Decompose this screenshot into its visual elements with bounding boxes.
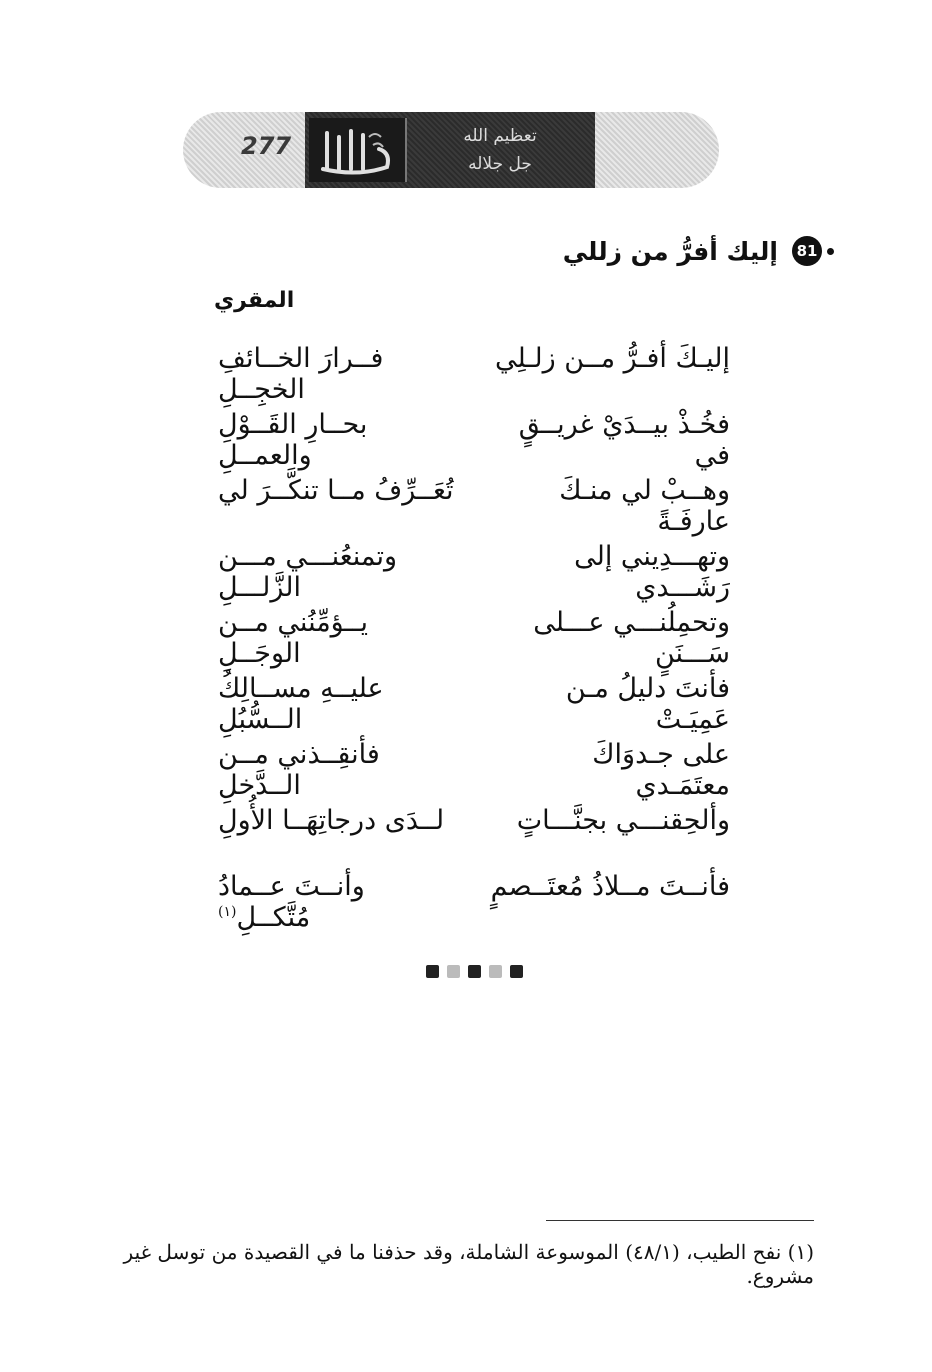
verse-first-hemistich: فأنتَ دليلُ مـن عَمِيَـتْ xyxy=(565,673,730,735)
poet-name: المقري xyxy=(214,288,295,313)
verse-first-hemistich: فأنــتَ مــلاذُ مُعتَــصمٍ xyxy=(490,871,730,902)
verse-second-hemistich: لــدَى درجاتِهَــا الأُولِ xyxy=(218,805,445,836)
verse-first-hemistich: فخُـذْ بيــدَيْ غريــقٍ في xyxy=(518,409,730,471)
section-title: إليك أفرُّ من زللي xyxy=(562,236,778,266)
verse xyxy=(200,335,730,405)
verse xyxy=(200,665,730,735)
section-number-badge: 81 xyxy=(792,236,822,266)
verse-second-hemistich-text: وأنــتَ عــمادُ مُتَّكــلِ xyxy=(218,871,365,933)
verse-second-hemistich: بحــارِ القَــوْلِ والعمــلِ xyxy=(218,409,368,471)
verse-second-hemistich: وتمنعُنـــي مـــن الزَّلـــلِ xyxy=(218,541,398,603)
verse-first-hemistich: على جـدوَاكَ معتَمَـدي xyxy=(592,739,730,801)
verse-first-hemistich: إليـكَ أفـرُّ مــن زلـلِي xyxy=(495,343,730,374)
separator-square-icon xyxy=(426,965,439,978)
verse-second-hemistich: فأنقِــذني مــن الــدَّخلِ xyxy=(218,739,380,801)
separator-square-icon xyxy=(489,965,502,978)
separator-square-icon xyxy=(468,965,481,978)
verse xyxy=(200,533,730,603)
verse-first-hemistich: وهــبْ لي منـكَ عارفَـةً xyxy=(559,475,730,537)
banner-title xyxy=(415,122,585,178)
section-separator xyxy=(426,965,523,978)
allah-calligraphy-icon xyxy=(309,118,407,182)
page-number: 277 xyxy=(241,132,292,160)
verse xyxy=(200,797,730,863)
verse-first-hemistich: وتحمِلُنـــي عـــلى سَـــنَنٍ xyxy=(533,607,730,669)
section-heading xyxy=(563,236,822,266)
verse-second-hemistich: يــؤمِّنُني مــن الوجَــلِ xyxy=(218,607,368,669)
verse xyxy=(200,863,730,933)
footnote-reference[interactable]: (١) xyxy=(218,904,237,920)
verse xyxy=(200,599,730,669)
verse-second-hemistich xyxy=(218,871,458,933)
separator-square-icon xyxy=(447,965,460,978)
verse-second-hemistich: فــرارَ الخــائفِ الخجِــلِ xyxy=(218,343,384,405)
separator-square-icon xyxy=(510,965,523,978)
footnote: (١) نفح الطيب، (٤٨/١) الموسوعة الشاملة، وقد حذفنا ما في القصيدة من توسل غير مشروع. xyxy=(123,1240,814,1288)
verse-second-hemistich: تُعَــرِّفُ مــا تنكَّــرَ لي xyxy=(218,475,454,506)
banner-title-line1: تعظيم الله xyxy=(463,126,537,146)
verse-first-hemistich: وتهـــدِيني إلى رَشَـــدي xyxy=(574,541,730,603)
verse xyxy=(200,401,730,471)
banner-title-line2: جل جلاله xyxy=(468,154,532,174)
page-header-banner xyxy=(183,112,719,188)
footnote-rule xyxy=(546,1220,814,1221)
verse xyxy=(200,731,730,801)
verse xyxy=(200,467,730,537)
poem xyxy=(200,335,730,933)
verse-second-hemistich: عليــهِ مســالِكُ الــسُّبُلِ xyxy=(218,673,384,735)
verse-first-hemistich: وألحِقنـــي بجنَّـــاتٍ xyxy=(516,805,730,836)
